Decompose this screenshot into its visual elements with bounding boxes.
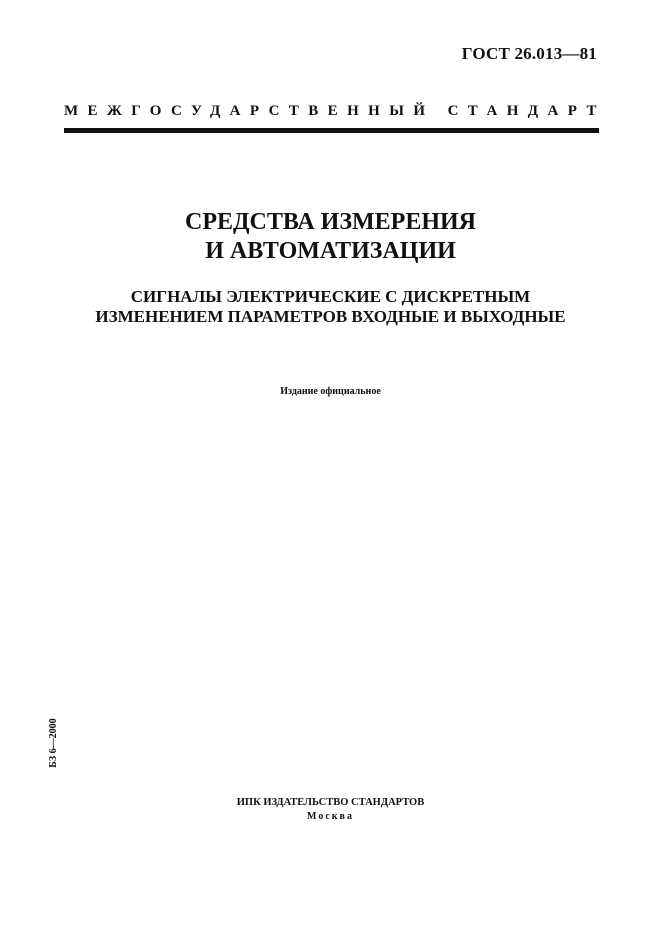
subtitle-line: СИГНАЛЫ ЭЛЕКТРИЧЕСКИЕ С ДИСКРЕТНЫМ — [130, 287, 531, 306]
standard-category: МЕЖГОСУДАРСТВЕННЫЙ СТАНДАРТ — [64, 103, 606, 119]
title-line: И АВТОМАТИЗАЦИИ — [205, 238, 456, 264]
edition-note: Издание официальное — [280, 386, 381, 397]
document-code: ГОСТ 26.013—81 — [461, 44, 597, 63]
header-divider — [64, 128, 599, 133]
page-subtitle — [0, 287, 661, 327]
publisher-city: Москва — [307, 811, 354, 822]
publisher-name: ИПК ИЗДАТЕЛЬСТВО СТАНДАРТОВ — [236, 797, 425, 808]
subtitle-line: ИЗМЕНЕНИЕМ ПАРАМЕТРОВ ВХОДНЫЕ И ВЫХОДНЫЕ — [95, 307, 566, 326]
title-line: СРЕДСТВА ИЗМЕРЕНИЯ — [184, 209, 476, 235]
page-title — [0, 208, 661, 266]
side-registration-note: БЗ 6—2000 — [48, 718, 59, 768]
